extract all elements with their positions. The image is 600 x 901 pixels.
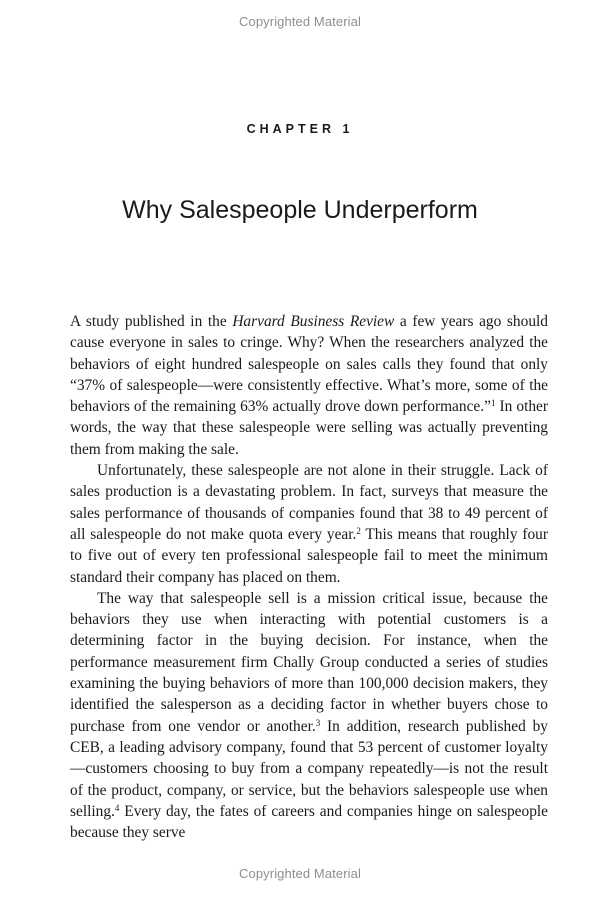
body-text [70,311,548,843]
paragraph-2 [70,460,548,588]
journal-title: Harvard Business Review [232,313,395,330]
paragraph-3-text-b: In addition, research published by CEB, a leading advisory company, found that 53 percent of customer loyalty—customers choosing to buy from a company repeatedly—is not the result of the product, company, or service, but the behaviors salespeople use when selling. [70,717,548,820]
paragraph-1-text-c: In other words, the way that these salespeople were selling was actually preventing them from making the sale. [70,398,548,458]
chapter-title: Why Salespeople Underperform [122,196,478,224]
footnote-ref-1: 1 [490,398,496,409]
copyright-watermark-bottom: Copyrighted Material [239,866,361,881]
paragraph-3 [70,588,548,844]
paragraph-1-text-b: a few years ago should cause everyone in sales to cringe. Why? When the researchers analyzed the behaviors of eight hundred salespeople on sales calls they found that only “37% of salespeople—were consistently effective. What’s more, some of the behaviors of the remaining 63% actually drove down performance.” [70,313,548,416]
footnote-ref-2: 2 [356,525,361,536]
paragraph-1 [70,311,548,460]
footnote-ref-4: 4 [114,802,120,813]
footnote-ref-3: 3 [315,717,321,728]
paragraph-3-text-a: The way that salespeople sell is a mission critical issue, because the behaviors they use when interacting with potential customers is a determining factor in the buying decision. For instance, when the performance measurement firm Chally Group conducted a series of studies examining the buying behaviors of more than 100,000 decision makers, they identified the salesperson as a deciding factor in whether buyers chose to purchase from one vendor or another. [70,589,548,735]
paragraph-2-text-a: Unfortunately, these salespeople are not alone in their struggle. Lack of sales production is a devastating problem. In fact, surveys that measure the sales performance of thousands of companies found that 38 to 49 percent of all salespeople do not make quota every year. [70,462,548,543]
paragraph-1-text-a: A study published in the [70,313,233,330]
copyright-watermark-top: Copyrighted Material [239,14,361,29]
paragraph-2-text-b: This means that roughly four to five out of every ten professional salespeople fail to meet the minimum standard their company has placed on them. [70,525,548,586]
paragraph-3-text-c: Every day, the fates of careers and companies hinge on salespeople because they serve [70,802,548,842]
chapter-label: CHAPTER 1 [246,122,354,136]
